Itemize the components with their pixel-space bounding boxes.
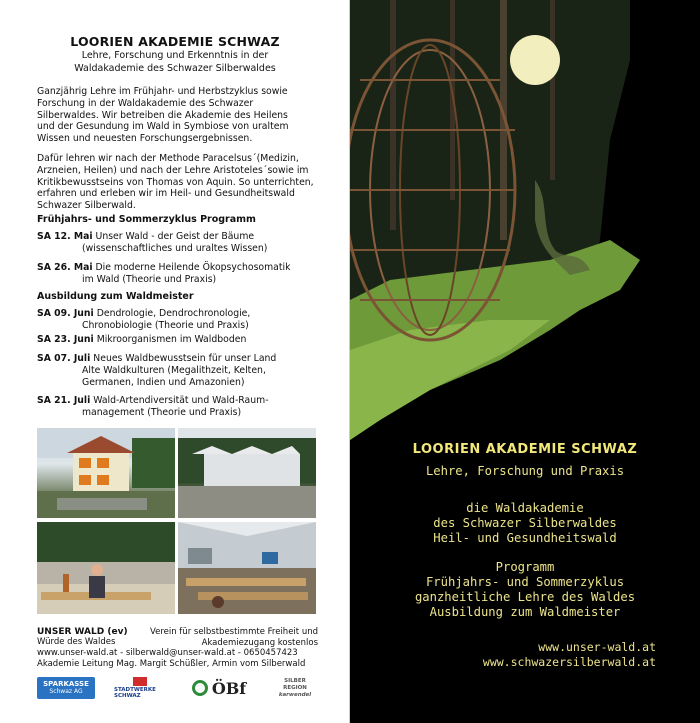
- event-item: [37, 395, 327, 419]
- org-name: UNSER WALD (ev): [37, 627, 128, 637]
- sponsor-logos: [37, 676, 318, 700]
- intro-line: Ganzjährig Lehre im Frühjahr- und Herbstzyklus sowie: [37, 86, 288, 97]
- right-block2-line: Ausbildung zum Waldmeister: [429, 605, 621, 619]
- right-tagline: Lehre, Forschung und Praxis: [425, 464, 625, 478]
- contact-line: www.unser-wald.at - silberwald@unser-wald.at - 0650457423: [37, 648, 298, 658]
- photo-tent: [178, 428, 316, 518]
- method-line: erfahren und erleben wir im Heil- und Gesundheitswald: [37, 188, 295, 200]
- oebf-logo-text: ÖBf: [211, 678, 247, 698]
- right-block2-line: Frühjahrs- und Sommerzyklus: [425, 575, 625, 589]
- sparkasse-logo-text: SPARKASSE: [43, 680, 89, 688]
- right-block2-line: ganzheitliche Lehre des Waldes: [414, 590, 636, 604]
- section-heading-program: Frühjahrs- und Sommerzyklus Programm: [37, 214, 256, 225]
- event-title: Dendrologie, Dendrochronologie,: [96, 308, 251, 319]
- leadership-line: Akademie Leitung Mag. Margit Schüßler, Armin vom Silberwald: [37, 659, 306, 669]
- intro-line: Wissen und neuesten Forschungsergebnissen.: [37, 133, 253, 145]
- right-block1-line: die Waldakademie: [466, 501, 584, 515]
- intro-line: und der Gesundung im Wald in Symbiose von uraltem: [37, 121, 289, 133]
- event-title: Wald-Artendiversität und Wald-Raum-: [93, 395, 269, 406]
- method-line: Kritikbewusstseins von Thomas von Aquin. So unterrichten,: [37, 176, 314, 188]
- subtitle-line: Lehre, Forschung und Erkenntnis in der: [81, 50, 269, 61]
- right-title: LOORIEN AKADEMIE SCHWAZ: [412, 442, 638, 457]
- event-item: [37, 231, 327, 255]
- url-link-unser-wald[interactable]: www.unser-wald.at: [538, 640, 656, 654]
- event-item: [37, 353, 327, 388]
- oebf-logo: [185, 677, 253, 699]
- page-subtitle: [0, 50, 350, 75]
- event-detail: (wissenschaftliches und uraltes Wissen): [82, 242, 268, 254]
- sparkasse-logo-subtext: Schwaz AG: [49, 688, 83, 695]
- org-dignity: Würde des Waldes: [37, 637, 116, 647]
- silberregion-logo-text: karwendel: [278, 691, 312, 698]
- event-item: [37, 334, 327, 346]
- event-detail: im Wald (Theorie und Praxis): [82, 273, 217, 285]
- event-date: SA 21. Juli: [37, 395, 91, 406]
- org-desc-line: Verein für selbstbestimmte Freiheit und: [149, 627, 318, 637]
- stadtwerke-mark-icon: [133, 677, 147, 686]
- event-detail: Alte Waldkulturen (Megalithzeit, Kelten,: [82, 364, 266, 376]
- silberregion-logo-text: REGION: [283, 684, 307, 691]
- photo-house: [37, 428, 175, 518]
- event-detail: management (Theorie und Praxis): [82, 406, 242, 418]
- page-title: LOORIEN AKADEMIE SCHWAZ: [70, 34, 280, 49]
- event-detail: Germanen, Indien und Amazonien): [82, 376, 245, 388]
- method-line: Dafür lehren wir nach der Methode Paracelsus´(Medizin,: [37, 153, 299, 164]
- photo-tent-interior: [178, 522, 316, 614]
- silberregion-logo-text: SILBER: [284, 677, 306, 684]
- event-date: SA 26. Mai: [37, 262, 93, 273]
- silberregion-logo: [272, 677, 318, 699]
- event-title: Unser Wald - der Geist der Bäume: [95, 231, 255, 242]
- event-date: SA 12. Mai: [37, 231, 93, 242]
- event-title: Neues Waldbewusstsein für unser Land: [93, 353, 277, 364]
- event-item: [37, 262, 327, 286]
- intro-paragraph: [37, 86, 327, 145]
- event-date: SA 09. Juni: [37, 308, 94, 319]
- url-link-silberwald[interactable]: www.schwazersilberwald.at: [482, 655, 656, 669]
- event-detail: Chronobiologie (Theorie und Praxis): [82, 319, 249, 331]
- right-block2-line: Programm: [495, 560, 555, 574]
- section-heading-waldmeister: Ausbildung zum Waldmeister: [37, 291, 194, 302]
- event-title: Die moderne Heilende Ökopsychosomatik: [95, 262, 291, 273]
- stadtwerke-logo: [114, 677, 166, 699]
- intro-line: Silberwaldes. Wir betreiben die Akademie des Heilens: [37, 109, 288, 121]
- photo-outdoor-class: [37, 522, 175, 614]
- method-line: Arzneien, Heilen) und nach der Lehre Aristoteles´sowie im: [37, 164, 309, 176]
- event-date: SA 07. Juli: [37, 353, 91, 364]
- sparkasse-logo: [37, 677, 95, 699]
- method-paragraph: [37, 153, 327, 212]
- oebf-circle-icon: [192, 680, 208, 696]
- event-title: Mikroorganismen im Waldboden: [96, 334, 247, 345]
- intro-line: Forschung in der Waldakademie des Schwazer: [37, 97, 254, 109]
- right-block1-line: Heil- und Gesundheitswald: [433, 531, 617, 545]
- stadtwerke-logo-text: STADTWERKE SCHWAZ: [114, 687, 156, 699]
- method-line: Schwazer Silberwald.: [37, 200, 136, 212]
- right-block1-line: des Schwazer Silberwaldes: [433, 516, 617, 530]
- org-desc-line: Akademiezugang kostenlos: [201, 637, 318, 648]
- subtitle-line: Waldakademie des Schwazer Silberwaldes: [74, 62, 276, 74]
- event-item: [37, 308, 327, 332]
- event-date: SA 23. Juni: [37, 334, 94, 345]
